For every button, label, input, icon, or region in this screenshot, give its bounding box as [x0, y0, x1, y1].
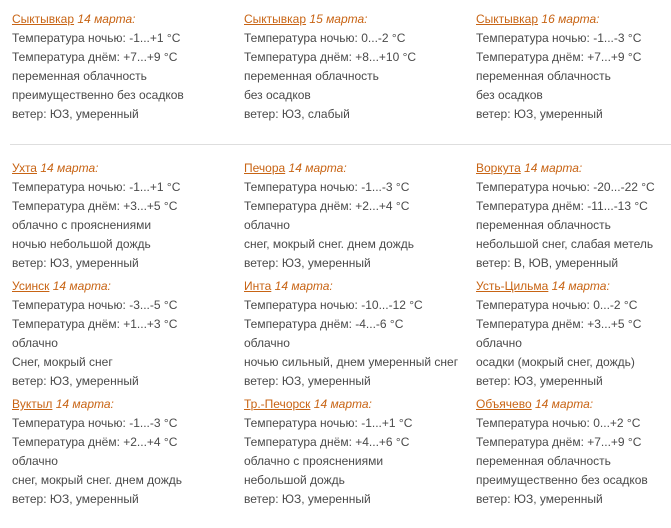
forecast-date: 15 марта:: [309, 12, 368, 26]
forecast-block: [476, 159, 671, 273]
city-link[interactable]: Объячево: [476, 397, 532, 411]
cloudiness: облачно: [12, 454, 58, 468]
city-link[interactable]: Усть-Цильма: [476, 279, 549, 293]
forecast-date: 16 марта:: [541, 12, 600, 26]
night-temp: Температура ночью: 0...-2 °C: [476, 298, 638, 312]
cloudiness: облачно с прояснениями: [244, 454, 384, 468]
precipitation: без осадков: [244, 88, 311, 102]
day-temp: Температура днём: +2...+4 °C: [12, 435, 178, 449]
night-temp: Температура ночью: -1...-3 °C: [476, 31, 642, 45]
precipitation: ночью сильный, днем умеренный снег: [244, 355, 459, 369]
precipitation: снег, мокрый снег. днем дождь: [244, 237, 414, 251]
forecast-block: [12, 10, 237, 124]
day-temp: Температура днём: +7...+9 °C: [12, 50, 178, 64]
day-temp: Температура днём: +8...+10 °C: [244, 50, 417, 64]
city-link[interactable]: Сыктывкар: [476, 12, 539, 26]
forecast-block: [244, 159, 469, 273]
forecast-title: [244, 395, 469, 414]
precipitation: без осадков: [476, 88, 543, 102]
wind: ветер: ЮЗ, слабый: [244, 107, 350, 121]
city-link[interactable]: Ухта: [12, 161, 37, 175]
precipitation: преимущественно без осадков: [476, 473, 648, 487]
forecast-date: 14 марта:: [77, 12, 136, 26]
cloudiness: облачно: [476, 336, 522, 350]
cloudiness: облачно с прояснениями: [12, 218, 152, 232]
section-divider: [10, 144, 671, 145]
wind: ветер: В, ЮВ, умеренный: [476, 256, 619, 270]
forecast-title: [12, 395, 237, 414]
night-temp: Температура ночью: -1...-3 °C: [12, 416, 178, 430]
forecast-date: 14 марта:: [40, 161, 99, 175]
cloudiness: переменная облачность: [476, 69, 611, 83]
precipitation: снег, мокрый снег. днем дождь: [12, 473, 182, 487]
city-link[interactable]: Печора: [244, 161, 286, 175]
day-temp: Температура днём: -4...-6 °C: [244, 317, 404, 331]
wind: ветер: ЮЗ, умеренный: [476, 107, 603, 121]
city-link[interactable]: Сыктывкар: [12, 12, 75, 26]
precipitation: Снег, мокрый снег: [12, 355, 113, 369]
forecast-date: 14 марта:: [288, 161, 347, 175]
city-link[interactable]: Тр.-Печорск: [244, 397, 311, 411]
night-temp: Температура ночью: -1...+1 °C: [12, 31, 181, 45]
day-temp: Температура днём: -11...-13 °C: [476, 199, 648, 213]
precipitation: осадки (мокрый снег, дождь): [476, 355, 635, 369]
forecast-date: 14 марта:: [535, 397, 594, 411]
precipitation: небольшой снег, слабая метель: [476, 237, 654, 251]
cloudiness: облачно: [12, 336, 58, 350]
forecast-block: [244, 277, 469, 391]
forecast-block: [476, 277, 671, 391]
wind: ветер: ЮЗ, умеренный: [12, 492, 139, 506]
cloudiness: переменная облачность: [12, 69, 147, 83]
cloudiness: переменная облачность: [476, 454, 611, 468]
night-temp: Температура ночью: -3...-5 °C: [12, 298, 178, 312]
city-link[interactable]: Инта: [244, 279, 272, 293]
forecast-block: [244, 10, 469, 124]
cloudiness: переменная облачность: [244, 69, 379, 83]
day-temp: Температура днём: +7...+9 °C: [476, 435, 642, 449]
forecast-title: [244, 159, 469, 178]
forecast-block: [476, 395, 671, 509]
cloudiness: переменная облачность: [476, 218, 611, 232]
night-temp: Температура ночью: -20...-22 °C: [476, 180, 655, 194]
forecast-block: [244, 395, 469, 509]
forecast-block: [12, 159, 237, 273]
wind: ветер: ЮЗ, умеренный: [12, 256, 139, 270]
city-link[interactable]: Воркута: [476, 161, 521, 175]
city-link[interactable]: Усинск: [12, 279, 50, 293]
forecast-title: [12, 159, 237, 178]
wind: ветер: ЮЗ, умеренный: [244, 256, 371, 270]
wind: ветер: ЮЗ, умеренный: [476, 492, 603, 506]
forecast-block: [12, 277, 237, 391]
forecast-title: [476, 395, 671, 414]
day-temp: Температура днём: +1...+3 °C: [12, 317, 178, 331]
forecast-date: 14 марта:: [55, 397, 114, 411]
forecast-title: [476, 277, 671, 296]
wind: ветер: ЮЗ, умеренный: [12, 374, 139, 388]
wind: ветер: ЮЗ, умеренный: [244, 374, 371, 388]
night-temp: Температура ночью: 0...-2 °C: [244, 31, 406, 45]
wind: ветер: ЮЗ, умеренный: [244, 492, 371, 506]
night-temp: Температура ночью: -10...-12 °C: [244, 298, 423, 312]
day-temp: Температура днём: +2...+4 °C: [244, 199, 410, 213]
forecast-date: 14 марта:: [524, 161, 583, 175]
forecast-date: 14 марта:: [274, 279, 333, 293]
forecast-title: [12, 10, 237, 29]
forecast-date: 14 марта:: [551, 279, 610, 293]
city-link[interactable]: Сыктывкар: [244, 12, 307, 26]
precipitation: ночью небольшой дождь: [12, 237, 151, 251]
night-temp: Температура ночью: 0...+2 °C: [476, 416, 641, 430]
precipitation: небольшой дождь: [244, 473, 345, 487]
forecast-title: [476, 159, 671, 178]
day-temp: Температура днём: +3...+5 °C: [12, 199, 178, 213]
night-temp: Температура ночью: -1...+1 °C: [244, 416, 413, 430]
day-temp: Температура днём: +7...+9 °C: [476, 50, 642, 64]
forecast-date: 14 марта:: [313, 397, 372, 411]
precipitation: преимущественно без осадков: [12, 88, 184, 102]
forecast-title: [12, 277, 237, 296]
forecast-block: [476, 10, 671, 124]
wind: ветер: ЮЗ, умеренный: [12, 107, 139, 121]
cloudiness: облачно: [244, 336, 290, 350]
forecast-block: [12, 395, 237, 509]
forecast-date: 14 марта:: [52, 279, 111, 293]
night-temp: Температура ночью: -1...-3 °C: [244, 180, 410, 194]
city-link[interactable]: Вуктыл: [12, 397, 53, 411]
forecast-title: [476, 10, 671, 29]
forecast-title: [244, 10, 469, 29]
wind: ветер: ЮЗ, умеренный: [476, 374, 603, 388]
cloudiness: облачно: [244, 218, 290, 232]
night-temp: Температура ночью: -1...+1 °C: [12, 180, 181, 194]
forecast-title: [244, 277, 469, 296]
day-temp: Температура днём: +3...+5 °C: [476, 317, 642, 331]
day-temp: Температура днём: +4...+6 °C: [244, 435, 410, 449]
